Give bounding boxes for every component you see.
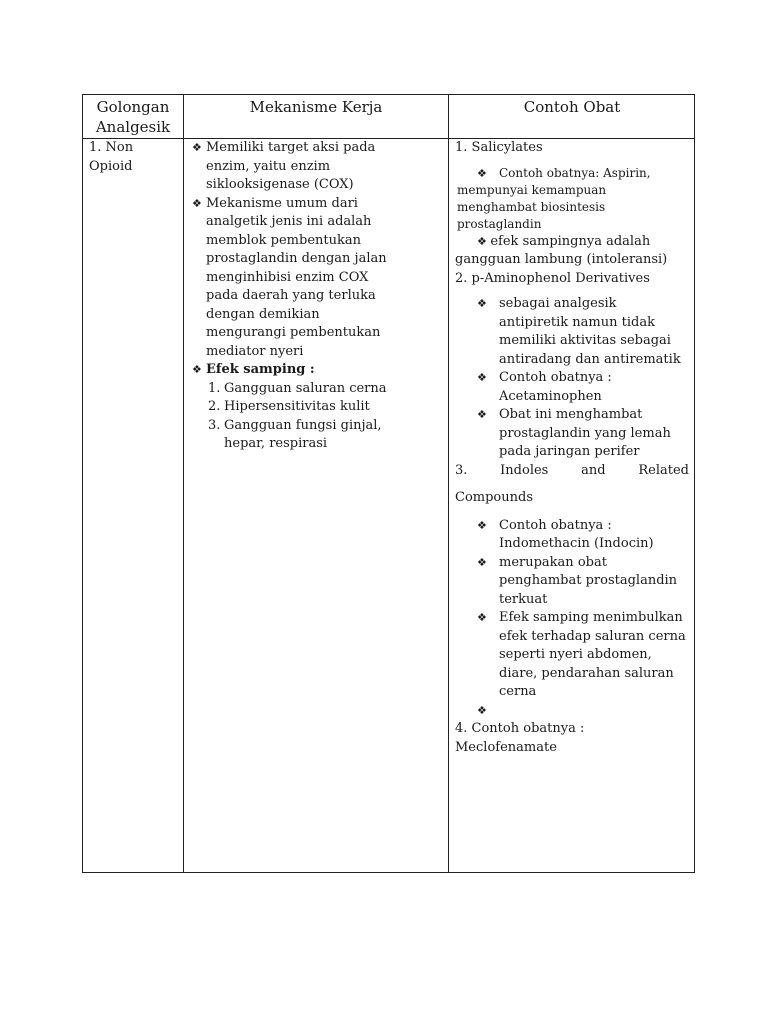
- diamond-bullet-icon: ❖: [477, 234, 491, 248]
- section-title: 3. Indoles and Related: [455, 462, 689, 478]
- list-item: ❖ Contoh obatnya : Indomethacin (Indocin): [477, 517, 689, 554]
- diamond-bullet-icon: ❖: [477, 518, 487, 532]
- section-title-continued: Compounds: [455, 490, 533, 505]
- list-item: [455, 233, 689, 270]
- list-item: ❖ Contoh obatnya : Acetaminophen: [477, 369, 689, 406]
- header-golongan: Golongan Analgesik: [95, 98, 171, 136]
- section-title: 2. p-Aminophenol Derivatives: [455, 270, 650, 286]
- section-title-continued: Meclofenamate: [455, 739, 557, 755]
- list-item: ❖ Obat ini menghambat prostaglandin yang lemah pada jaringan perifer: [477, 406, 689, 462]
- diamond-bullet-icon: ❖: [477, 555, 487, 569]
- column-divider: [183, 95, 184, 872]
- diamond-bullet-icon: ❖: [477, 611, 487, 624]
- mekanisme-cell: [192, 139, 402, 454]
- diamond-bullet-icon: ❖: [477, 408, 487, 421]
- list-item: ❖ Efek samping menimbulkan efek terhadap saluran cerna seperti nyeri abdomen, diare, pendarahan saluran cerna: [477, 609, 689, 702]
- list-item: 2. Hipersensitivitas kulit: [208, 399, 370, 414]
- list-item: 3. Gangguan fungsi ginjal, hepar, respirasi: [208, 417, 382, 451]
- list-item-empty: [477, 702, 689, 721]
- side-effects-heading: ❖ Efek samping :: [192, 361, 402, 380]
- list-item: ❖ sebagai analgesik antipiretik namun tidak memiliki aktivitas sebagai antiradang dan antirematik: [477, 295, 689, 369]
- list-item-text: ❖ efek sampingnya adalah gangguan lambung (intoleransi): [455, 233, 668, 267]
- list-item: ❖ Contoh obatnya: Aspirin, mempunyai kemampuan menghambat biosintesis prostaglandin: [457, 165, 651, 231]
- salicylates-list: [455, 165, 689, 270]
- list-item: ❖ merupakan obat penghambat prostaglandin terkuat: [477, 554, 689, 610]
- contoh-obat-cell: [455, 139, 689, 757]
- diamond-bullet-icon: ❖: [477, 297, 487, 310]
- diamond-bullet-icon: ❖: [192, 363, 202, 376]
- indoles-list: [455, 517, 689, 721]
- side-effects-list: [192, 380, 402, 454]
- section-title: 4. Contoh obatnya :: [455, 721, 585, 736]
- diamond-bullet-icon: ❖: [477, 166, 487, 180]
- aminophenol-list: [455, 295, 689, 462]
- diamond-bullet-icon: ❖: [477, 703, 487, 717]
- analgesic-table: [82, 94, 695, 873]
- golongan-cell: 1. Non Opioid: [89, 140, 134, 174]
- diamond-bullet-icon: ❖: [192, 141, 202, 154]
- list-item: ❖ Memiliki target aksi pada enzim, yaitu enzim siklooksigenase (COX): [192, 139, 402, 195]
- diamond-bullet-icon: ❖: [192, 196, 202, 210]
- list-item: ❖ Mekanisme umum dari analgetik jenis ini adalah memblok pembentukan prostaglandin dengan jalan menginhibisi enzim COX pada daerah yang terluka dengan demikian mengurangi pembentukan mediator nyeri: [192, 195, 402, 362]
- list-item: 1. Gangguan saluran cerna: [208, 380, 387, 396]
- header-mekanisme: Mekanisme Kerja: [249, 98, 383, 116]
- section-title: 1. Salicylates: [455, 140, 543, 155]
- header-contoh-obat: Contoh Obat: [523, 98, 621, 116]
- diamond-bullet-icon: ❖: [477, 371, 487, 384]
